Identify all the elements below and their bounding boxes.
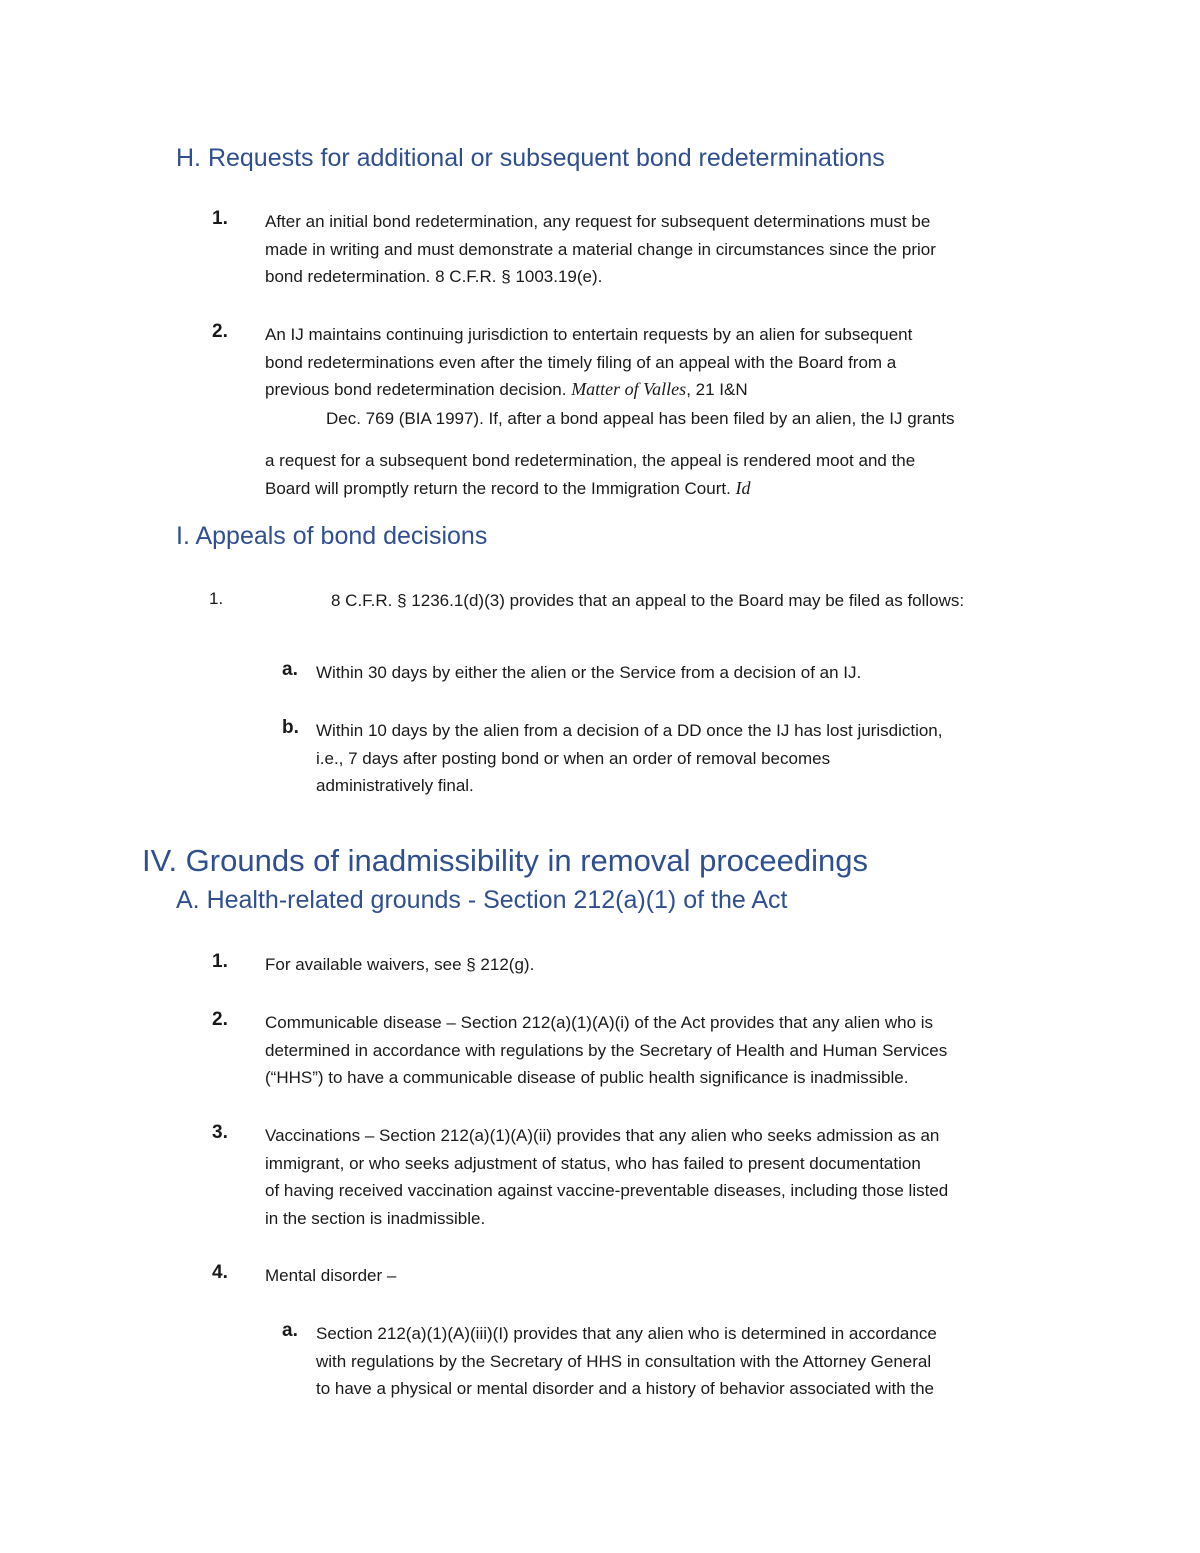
text-line: Within 10 days by the alien from a decision of a DD once the IJ has lost jurisdiction, <box>316 721 943 740</box>
text-run: previous bond redetermination decision. <box>265 380 572 399</box>
text-line: made in writing and must demonstrate a material change in circumstances since the prior <box>265 239 936 259</box>
text-line: For available waivers, see § 212(g). <box>265 955 535 974</box>
list-item-text <box>265 208 936 291</box>
list-number: 1. <box>212 208 228 229</box>
list-number: 2. <box>212 321 228 342</box>
text-line: Within 30 days by either the alien or the Service from a decision of an IJ. <box>316 663 862 682</box>
text-line: of having received vaccination against vaccine-preventable diseases, including those listed <box>265 1181 949 1200</box>
text-line: An IJ maintains continuing jurisdiction to entertain requests by an alien for subsequent <box>265 325 913 344</box>
text-line: in the section is inadmissible. <box>265 1208 486 1228</box>
case-citation: Id <box>735 477 751 498</box>
text-line <box>265 475 915 503</box>
text-run: Board will promptly return the record to the Immigration Court. <box>265 478 736 498</box>
list-item-text-cont <box>265 447 915 502</box>
list-letter: a. <box>282 659 298 680</box>
section-iv-a-heading: A. Health-related grounds - Section 212(a)(1) of the Act <box>176 886 788 914</box>
text-line: (“HHS”) to have a communicable disease of public health significance is inadmissible. <box>265 1068 909 1087</box>
list-item-text <box>265 1122 948 1232</box>
text-run: , 21 I&N <box>686 380 748 399</box>
list-item-text <box>316 1320 937 1403</box>
section-i-heading: I. Appeals of bond decisions <box>176 522 488 550</box>
text-line: determined in accordance with regulations by the Secretary of Health and Human Services <box>265 1040 948 1060</box>
text-line: 8 C.F.R. § 1236.1(d)(3) provides that an appeal to the Board may be filed as follows: <box>331 591 965 610</box>
text-line: Communicable disease – Section 212(a)(1)(A)(i) of the Act provides that any alien who is <box>265 1013 934 1032</box>
text-line: After an initial bond redetermination, any request for subsequent determinations must be <box>265 212 931 231</box>
text-line: bond redeterminations even after the timely filing of an appeal with the Board from a <box>265 352 897 372</box>
list-item-text <box>316 659 861 687</box>
text-line: Mental disorder – <box>265 1266 397 1285</box>
text-line: immigrant, or who seeks adjustment of status, who has failed to present documentation <box>265 1153 921 1173</box>
list-item-text <box>265 951 534 979</box>
list-letter: a. <box>282 1320 298 1341</box>
list-item-text <box>265 1009 947 1092</box>
section-h-heading: H. Requests for additional or subsequent bond redeterminations <box>176 144 885 172</box>
text-line: Section 212(a)(1)(A)(iii)(I) provides that any alien who is determined in accordance <box>316 1324 937 1343</box>
list-number: 4. <box>212 1262 228 1283</box>
text-line: administratively final. <box>316 776 474 795</box>
text-line: bond redetermination. 8 C.F.R. § 1003.19(e). <box>265 267 603 286</box>
list-item-text <box>265 1262 396 1290</box>
list-item-text-cont <box>326 405 954 433</box>
text-line: to have a physical or mental disorder and a history of behavior associated with the <box>316 1379 935 1398</box>
case-citation: Matter of Valles <box>571 379 687 399</box>
list-item-text <box>331 587 964 615</box>
section-iv-heading: IV. Grounds of inadmissibility in removal proceedings <box>142 843 868 878</box>
text-line <box>265 376 912 404</box>
text-line: i.e., 7 days after posting bond or when an order of removal becomes <box>316 748 831 768</box>
text-line: Dec. 769 (BIA 1997). If, after a bond appeal has been filed by an alien, the IJ grants <box>326 409 955 428</box>
list-letter: b. <box>282 717 299 738</box>
list-number: 3. <box>212 1122 228 1143</box>
list-item-text <box>265 321 912 404</box>
list-number: 2. <box>212 1009 228 1030</box>
text-line: Vaccinations – Section 212(a)(1)(A)(ii) provides that any alien who seeks admission as an <box>265 1126 940 1145</box>
list-item-text <box>316 717 942 800</box>
text-line: with regulations by the Secretary of HHS in consultation with the Attorney General <box>316 1351 932 1371</box>
list-number: 1. <box>209 589 224 608</box>
list-number: 1. <box>212 951 228 972</box>
text-line: a request for a subsequent bond redetermination, the appeal is rendered moot and the <box>265 451 916 470</box>
